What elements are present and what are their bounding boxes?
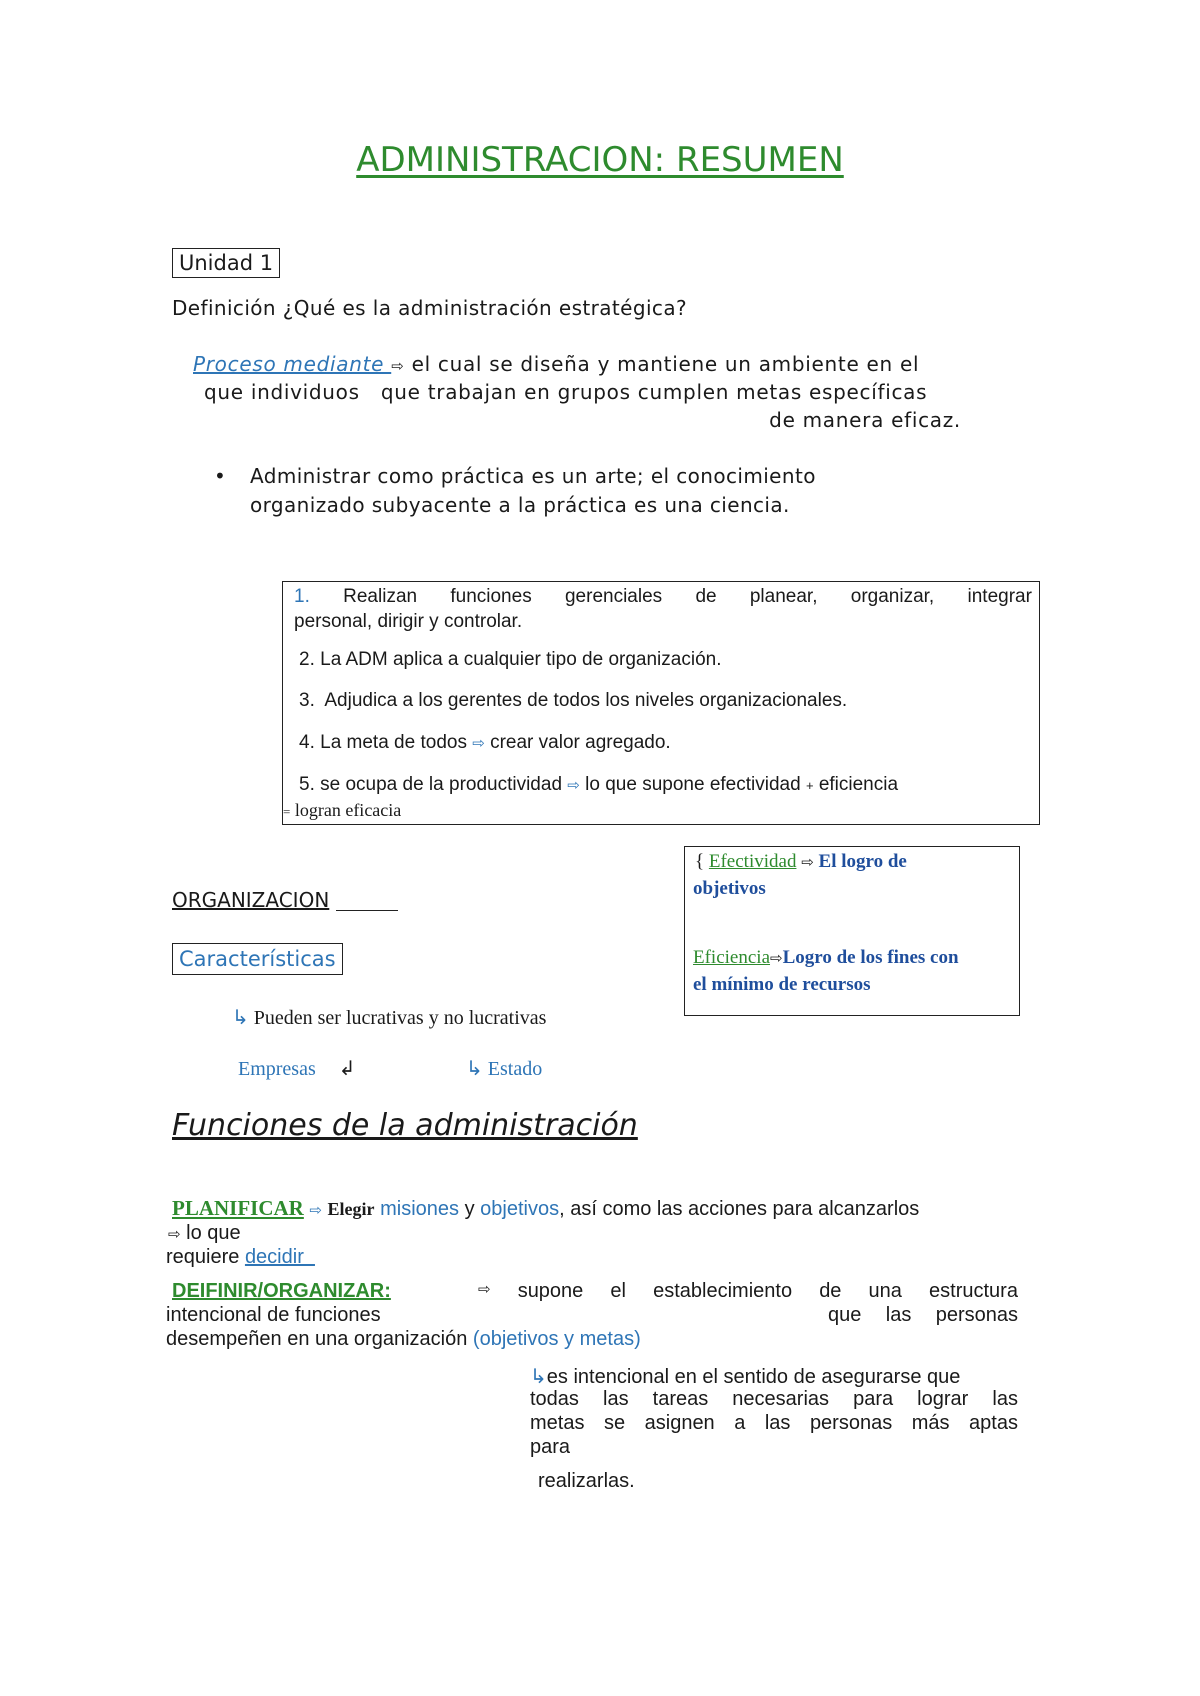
- list-item-5-text-end: eficiencia: [818, 774, 899, 795]
- desempenen-text: desempeñen en una organización: [166, 1328, 473, 1350]
- word: supone: [517, 1280, 584, 1302]
- word: las: [885, 1304, 912, 1326]
- arrow-right-icon: ⇨: [472, 735, 485, 752]
- word: asignen: [644, 1412, 715, 1434]
- objetivos-metas-text: (objetivos y metas): [472, 1328, 641, 1350]
- caracteristicas-box: Características: [172, 943, 343, 975]
- organizar-line-2-end: [828, 1304, 1018, 1327]
- estado-text: Estado: [487, 1058, 543, 1080]
- organizacion-title: ORGANIZACION: [172, 888, 330, 912]
- word: organizar,: [850, 586, 935, 607]
- word: las: [992, 1388, 1018, 1410]
- arrow-down-right-icon: ↳: [466, 1058, 483, 1080]
- definir-organizar-label: DEIFINIR/ORGANIZAR:: [172, 1280, 391, 1302]
- word: funciones: [450, 586, 532, 607]
- lo-que-text: lo que: [186, 1222, 241, 1244]
- lucrativas-text: Pueden ser lucrativas y no lucrativas: [253, 1007, 547, 1029]
- arrow-right-icon: ⇨: [391, 357, 405, 375]
- word: de: [695, 586, 717, 607]
- list-item-4-text: 4. La meta de todos: [299, 732, 467, 753]
- misiones-text: misiones: [380, 1198, 460, 1220]
- intencional-text: es intencional en el sentido de asegurarse que: [546, 1366, 961, 1388]
- list-item-5-text: 5. se ocupa de la productividad: [299, 774, 563, 795]
- definition-line-2: que individuos que trabajan en grupos cumplen metas específicas: [204, 380, 928, 404]
- definition-line-1: [193, 352, 919, 376]
- list-item-5-text-last: logran eficacia: [294, 800, 402, 820]
- word: establecimiento: [653, 1280, 793, 1302]
- planificar-line-3: [166, 1246, 315, 1269]
- word: personas: [935, 1304, 1018, 1326]
- requiere-text: requiere: [166, 1246, 245, 1268]
- arrow-right-icon: ⇨: [567, 777, 580, 794]
- word: metas: [530, 1412, 585, 1434]
- arrow-right-icon: ⇨: [770, 951, 783, 967]
- plus-icon: +: [805, 778, 814, 793]
- planificar-label: PLANIFICAR: [172, 1196, 304, 1220]
- bracket-icon: {: [695, 851, 705, 872]
- intencional-line-4: para: [530, 1436, 571, 1458]
- intencional-line-1: [530, 1364, 960, 1389]
- empresas-line: [238, 1056, 356, 1081]
- bullet-text-line-1: Administrar como práctica es un arte; el conocimiento: [250, 464, 816, 488]
- list-item-5: [299, 774, 898, 796]
- efectividad-label: Efectividad: [708, 851, 797, 872]
- word: las: [603, 1388, 629, 1410]
- word: se: [603, 1412, 626, 1434]
- objetivos-text: objetivos: [480, 1198, 560, 1220]
- arrow-right-icon: ⇨: [801, 855, 814, 871]
- bullet-text-line-2: organizado subyacente a la práctica es una ciencia.: [250, 493, 790, 517]
- word: aptas: [969, 1412, 1018, 1434]
- eficiencia-line-2: el mínimo de recursos: [693, 974, 871, 995]
- efectividad-definition: El logro de: [818, 851, 907, 872]
- underline-divider: [336, 910, 398, 911]
- lucrativas-line: [232, 1005, 546, 1030]
- word: estructura: [929, 1280, 1018, 1302]
- intencional-line-3: [530, 1412, 1018, 1435]
- efectividad-line-1: [695, 851, 907, 873]
- document-title: ADMINISTRACION: RESUMEN: [356, 140, 844, 180]
- funciones-title: Funciones de la administración: [172, 1108, 638, 1143]
- arrow-right-icon: ⇨: [309, 1202, 322, 1219]
- word: integrar: [967, 586, 1032, 607]
- estado-line: [466, 1056, 542, 1081]
- list-item-1-line-1: [294, 586, 1032, 608]
- list-item-5-text-mid: lo que supone efectividad: [585, 774, 801, 795]
- word: lograr: [917, 1388, 969, 1410]
- bullet-icon: •: [214, 464, 226, 488]
- efectividad-line-2: objetivos: [693, 878, 766, 899]
- definition-question: Definición ¿Qué es la administración estratégica?: [172, 296, 688, 320]
- list-number: 1.: [294, 586, 310, 607]
- word: planear,: [749, 586, 818, 607]
- list-item-2: 2. La ADM aplica a cualquier tipo de organización.: [299, 649, 722, 670]
- eficiencia-definition: Logro de los fines con: [782, 947, 959, 968]
- intencional-line-5: realizarlas.: [538, 1470, 635, 1492]
- definition-text: el cual se diseña y mantiene un ambiente en el: [411, 352, 920, 376]
- word: a: [734, 1412, 746, 1434]
- eficiencia-label: Eficiencia: [693, 947, 771, 968]
- word: que: [828, 1304, 862, 1326]
- organizar-line-1: [478, 1280, 1018, 1303]
- equals-icon: =: [283, 804, 291, 819]
- list-item-4: [299, 732, 671, 754]
- word: personas: [809, 1412, 893, 1434]
- elegir-text: Elegir: [327, 1199, 375, 1219]
- proceso-link[interactable]: Proceso mediante: [193, 352, 392, 376]
- planificar-line-2: [168, 1222, 241, 1245]
- word: las: [764, 1412, 791, 1434]
- eficiencia-line-1: [693, 947, 959, 969]
- organizar-line-2: intencional de funciones: [166, 1304, 381, 1326]
- word: una: [868, 1280, 902, 1302]
- arrow-down-right-icon: ↳: [232, 1007, 249, 1029]
- empresas-text: Empresas: [238, 1058, 316, 1080]
- organizar-line-3: [166, 1328, 641, 1351]
- list-item-3: 3. Adjudica a los gerentes de todos los niveles organizacionales.: [299, 690, 848, 711]
- list-item-5-line-2: [283, 800, 401, 821]
- word: más: [911, 1412, 950, 1434]
- decidir-link[interactable]: decidir: [244, 1246, 315, 1268]
- numbered-list-box: [282, 581, 1040, 825]
- arrow-right-icon: ⇨: [478, 1281, 491, 1298]
- word: el: [610, 1280, 626, 1302]
- arrow-down-left-icon: ↲: [338, 1058, 356, 1080]
- list-item-1-line-2: personal, dirigir y controlar.: [294, 611, 523, 632]
- arrow-down-right-icon: ↳: [530, 1366, 547, 1388]
- word: todas: [530, 1388, 579, 1410]
- word: Realizan: [343, 586, 418, 607]
- word: tareas: [652, 1388, 709, 1410]
- word: gerenciales: [564, 586, 663, 607]
- arrow-right-icon: ⇨: [168, 1226, 181, 1243]
- word: para: [853, 1388, 894, 1410]
- definition-line-3: de manera eficaz.: [769, 408, 961, 432]
- planificar-rest: , así como las acciones para alcanzarlos: [559, 1198, 920, 1220]
- y-text: y: [459, 1198, 481, 1220]
- list-item-4-text-end: crear valor agregado.: [490, 732, 671, 753]
- efectividad-eficiencia-box: [684, 846, 1020, 1016]
- unit-label-box: Unidad 1: [172, 248, 280, 278]
- word: necesarias: [732, 1388, 830, 1410]
- word: de: [819, 1280, 842, 1302]
- planificar-line-1: [172, 1196, 919, 1221]
- intencional-line-2: [530, 1388, 1018, 1411]
